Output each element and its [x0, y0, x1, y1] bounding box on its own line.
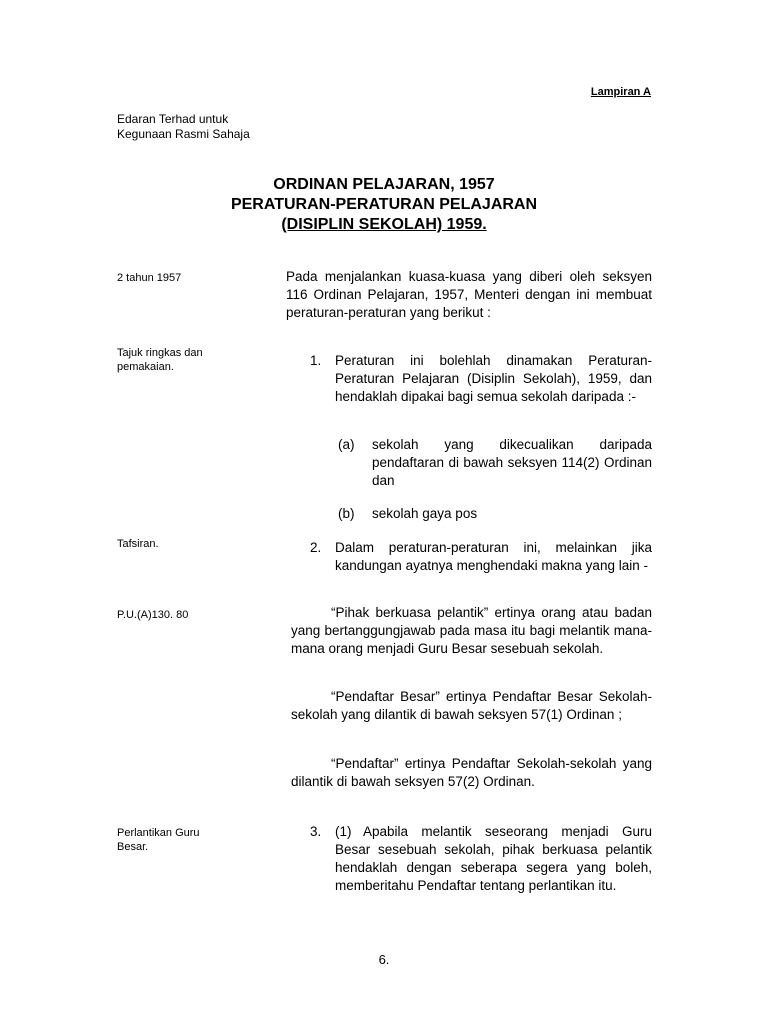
- section-1b-text: sekolah gaya pos: [372, 506, 478, 521]
- restricted-notice: [117, 112, 250, 142]
- title-line1: ORDINAN PELAJARAN, 1957: [273, 176, 495, 193]
- section-3-sub-label: (1): [335, 824, 352, 839]
- restricted-notice-line2: Kegunaan Rasmi Sahaja: [117, 127, 250, 141]
- margin-note-perlantikan-line1: Perlantikan Guru: [117, 827, 200, 839]
- margin-note-tajuk-line2: pemakaian.: [117, 361, 174, 373]
- restricted-notice-line1: Edaran Terhad untuk: [117, 112, 229, 126]
- lampiran-label: Lampiran A: [590, 86, 651, 98]
- section-3-text-content: Apabila melantik seseorang menjadi Guru Besar sesebuah sekolah, pihak berkuasa pelantik hendaklah dengan seberapa segera yang boleh, memberitahu Pendaftar tentang perlantikan itu.: [335, 824, 652, 893]
- section-1a-text: sekolah yang dikecualikan daripada pendaftaran di bawah seksyen 114(2) Ordinan dan: [372, 437, 652, 488]
- margin-note-tajuk-line1: Tajuk ringkas dan: [117, 347, 203, 359]
- section-2-number: 2.: [310, 540, 322, 555]
- title-line3-text: (DISIPLIN SEKOLAH) 1959.: [281, 216, 487, 233]
- section-3-number: 3.: [310, 824, 322, 839]
- section-1a-label: (a): [338, 437, 355, 452]
- section-3-text: [335, 823, 652, 895]
- section-1-number: 1.: [310, 353, 322, 368]
- title-line2: PERATURAN-PERATURAN PELAJARAN: [230, 196, 538, 213]
- section-2-text: Dalam peraturan-peraturan ini, melainkan jika kandungan ayatnya menghendaki makna yang lain -: [335, 540, 652, 573]
- definition-pihak-berkuasa: “Pihak berkuasa pelantik” ertinya orang atau badan yang bertanggungjawab pada masa itu bagi melantik mana-mana orang menjadi Guru Besar sesebuah sekolah.: [291, 605, 652, 656]
- title-line3: [0, 215, 768, 235]
- margin-note-tafsiran: Tafsiran.: [117, 538, 159, 550]
- section-1b-label: (b): [338, 506, 355, 521]
- margin-note-perlantikan-line2: Besar.: [117, 841, 149, 853]
- margin-note-date: 2 tahun 1957: [117, 272, 182, 284]
- page-number: 6.: [378, 952, 390, 967]
- margin-note-tajuk: [117, 346, 203, 374]
- margin-note-pu: P.U.(A)130. 80: [117, 609, 189, 621]
- margin-note-perlantikan: [117, 826, 200, 854]
- document-title: [0, 175, 768, 235]
- intro-paragraph: Pada menjalankan kuasa-kuasa yang diberi oleh seksyen 116 Ordinan Pelajaran, 1957, Menteri dengan ini membuat peraturan-peraturan yang berikut :: [286, 269, 652, 320]
- definition-pendaftar-besar: “Pendaftar Besar” ertinya Pendaftar Besar Sekolah-sekolah yang dilantik di bawah seksyen 57(1) Ordinan ;: [291, 689, 652, 722]
- section-1-text: Peraturan ini bolehlah dinamakan Peraturan-Peraturan Pelajaran (Disiplin Sekolah), 1959, dan hendaklah dipakai bagi semua sekolah daripada :-: [335, 353, 652, 404]
- definition-pendaftar: “Pendaftar” ertinya Pendaftar Sekolah-sekolah yang dilantik di bawah seksyen 57(2) Ordinan.: [291, 756, 652, 789]
